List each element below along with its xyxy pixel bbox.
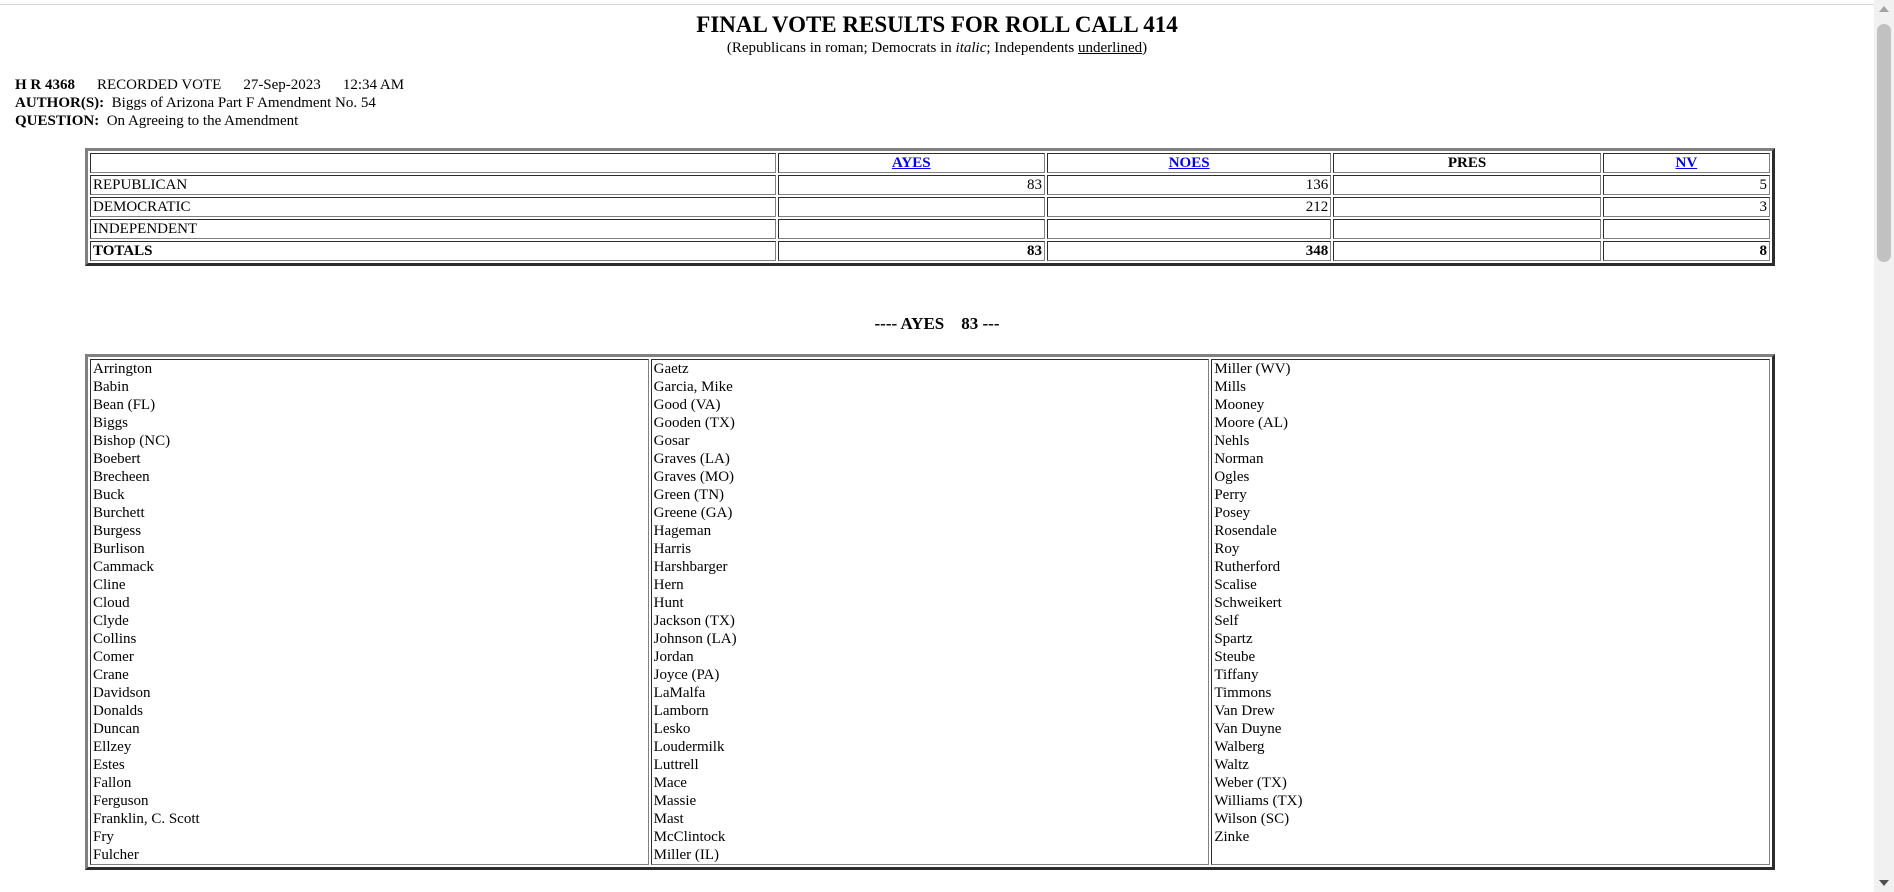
party-label: REPUBLICAN	[90, 175, 776, 195]
party-label: INDEPENDENT	[90, 219, 776, 239]
member-name: Williams (TX)	[1214, 793, 1303, 809]
nv-count	[1603, 219, 1770, 239]
member-name: Wilson (SC)	[1214, 811, 1290, 827]
vote-type: RECORDED VOTE	[97, 77, 222, 93]
member-name: Van Duyne	[1214, 721, 1282, 737]
member-name: Davidson	[93, 685, 151, 701]
member-name: Fry	[93, 829, 114, 845]
member-name: Harshbarger	[653, 559, 728, 575]
member-name: Biggs	[93, 415, 129, 431]
member-name: Burlison	[93, 541, 145, 557]
summary-header-party	[90, 153, 776, 173]
nv-count: 5	[1603, 175, 1770, 195]
member-name: Comer	[93, 649, 134, 665]
member-name: Rutherford	[1214, 559, 1281, 575]
member-name: Babin	[93, 379, 129, 395]
member-name: Boebert	[93, 451, 141, 467]
party-label: DEMOCRATIC	[90, 197, 776, 217]
member-name: Massie	[653, 793, 697, 809]
member-name: McClintock	[653, 829, 726, 845]
summary-row-independent	[90, 219, 1770, 239]
noes-count: 212	[1047, 197, 1331, 217]
legend-text-1: (Republicans in roman; Democrats in	[726, 40, 956, 56]
member-name: Cline	[93, 577, 126, 593]
summary-header-nv	[1603, 153, 1770, 173]
member-name: Weber (TX)	[1214, 775, 1287, 791]
member-name: LaMalfa	[653, 685, 706, 701]
member-name: Brecheen	[93, 469, 150, 485]
legend-italic: italic	[955, 40, 987, 56]
member-name: Fulcher	[93, 847, 139, 863]
member-name: Miller (IL)	[653, 847, 720, 863]
member-name: Gosar	[653, 433, 690, 449]
ayes-total: 83	[778, 241, 1046, 261]
legend-underlined: underlined	[1078, 40, 1143, 56]
nv-link[interactable]: NV	[1675, 154, 1698, 171]
ayes-link[interactable]: AYES	[891, 154, 931, 171]
noes-count: 136	[1047, 175, 1331, 195]
member-name: Mooney	[1214, 397, 1265, 413]
member-name: Gaetz	[653, 361, 689, 377]
member-name: Waltz	[1214, 757, 1249, 773]
member-name: Greene (GA)	[653, 505, 733, 521]
ayes-section-heading	[0, 314, 1874, 334]
member-name: Gooden (TX)	[653, 415, 735, 431]
member-name: Lamborn	[653, 703, 709, 719]
nv-total: 8	[1603, 241, 1770, 261]
summary-header-ayes	[778, 153, 1046, 173]
question-value: On Agreeing to the Amendment	[106, 113, 299, 129]
member-name: Norman	[1214, 451, 1264, 467]
member-name: Johnson (LA)	[653, 631, 737, 647]
member-name: Cammack	[93, 559, 154, 575]
member-name: Graves (LA)	[653, 451, 730, 467]
member-name: Mace	[653, 775, 687, 791]
pres-count	[1333, 197, 1601, 217]
member-name: Loudermilk	[653, 739, 725, 755]
vertical-scrollbar[interactable]	[1874, 0, 1894, 892]
member-name: Spartz	[1214, 631, 1253, 647]
scroll-up-arrow-icon[interactable]	[1879, 6, 1889, 12]
member-name: Bean (FL)	[93, 397, 156, 413]
member-name: Bishop (NC)	[93, 433, 171, 449]
member-name: Perry	[1214, 487, 1247, 503]
summary-header-row	[90, 153, 1770, 173]
ayes-column-3	[1211, 359, 1770, 865]
member-name: Posey	[1214, 505, 1251, 521]
question-label: QUESTION:	[15, 113, 100, 129]
member-name: Mills	[1214, 379, 1246, 395]
pres-count	[1333, 175, 1601, 195]
pres-count	[1333, 219, 1601, 239]
member-name: Hunt	[653, 595, 684, 611]
member-name: Duncan	[93, 721, 140, 737]
noes-count	[1047, 219, 1331, 239]
member-name: Lesko	[653, 721, 691, 737]
member-name: Burchett	[93, 505, 145, 521]
ayes-count: 83	[778, 175, 1046, 195]
vote-meta	[15, 76, 404, 130]
vote-time: 12:34 AM	[342, 77, 405, 93]
member-name: Collins	[93, 631, 137, 647]
member-name: Tiffany	[1214, 667, 1259, 683]
member-name: Roy	[1214, 541, 1240, 557]
member-name: Schweikert	[1214, 595, 1282, 611]
ayes-heading-text: ---- AYES 83 ---	[874, 314, 1000, 333]
member-name: Harris	[653, 541, 692, 557]
names-row	[90, 359, 1770, 865]
party-legend	[0, 40, 1874, 57]
member-name: Timmons	[1214, 685, 1272, 701]
member-name: Steube	[1214, 649, 1256, 665]
member-name: Clyde	[93, 613, 129, 629]
author-label: AUTHOR(S):	[15, 95, 105, 111]
summary-row-democratic	[90, 197, 1770, 217]
vote-summary-table	[85, 148, 1775, 266]
member-name: Van Drew	[1214, 703, 1275, 719]
member-name: Ellzey	[93, 739, 132, 755]
legend-text-2: ; Independents	[986, 40, 1078, 56]
member-name: Nehls	[1214, 433, 1250, 449]
bill-number: H R 4368	[15, 77, 75, 93]
scroll-down-arrow-icon[interactable]	[1879, 880, 1889, 886]
scroll-thumb[interactable]	[1877, 24, 1891, 262]
member-name: Donalds	[93, 703, 143, 719]
legend-text-3: )	[1142, 40, 1148, 56]
member-name: Mast	[653, 811, 684, 827]
member-name: Self	[1214, 613, 1239, 629]
ayes-names-table	[85, 354, 1775, 870]
member-name: Buck	[93, 487, 125, 503]
vote-date: 27-Sep-2023	[243, 77, 321, 93]
summary-row-totals	[90, 241, 1770, 261]
pres-total	[1333, 241, 1601, 261]
noes-total: 348	[1047, 241, 1331, 261]
member-name: Burgess	[93, 523, 142, 539]
member-name: Green (TN)	[653, 487, 725, 503]
page-title: FINAL VOTE RESULTS FOR ROLL CALL 414	[696, 12, 1178, 37]
member-name: Arrington	[93, 361, 153, 377]
ayes-count	[778, 197, 1046, 217]
summary-header-pres: PRES	[1333, 153, 1601, 173]
member-name: Jackson (TX)	[653, 613, 735, 629]
member-name: Scalise	[1214, 577, 1257, 593]
member-name: Hageman	[653, 523, 712, 539]
member-name: Hern	[653, 577, 684, 593]
summary-row-republican	[90, 175, 1770, 195]
member-name: Ogles	[1214, 469, 1250, 485]
member-name: Luttrell	[653, 757, 699, 773]
member-name: Franklin, C. Scott	[93, 811, 200, 827]
member-name: Graves (MO)	[653, 469, 735, 485]
ayes-column-2	[651, 359, 1210, 865]
member-name: Miller (WV)	[1214, 361, 1291, 377]
summary-header-noes	[1047, 153, 1331, 173]
member-name: Zinke	[1214, 829, 1250, 845]
member-name: Garcia, Mike	[653, 379, 733, 395]
author-value: Biggs of Arizona Part F Amendment No. 54	[111, 95, 376, 111]
member-name: Moore (AL)	[1214, 415, 1289, 431]
member-name: Crane	[93, 667, 129, 683]
noes-link[interactable]: NOES	[1168, 154, 1210, 171]
member-name: Rosendale	[1214, 523, 1277, 539]
totals-label: TOTALS	[90, 241, 776, 261]
member-name: Walberg	[1214, 739, 1265, 755]
ayes-column-1	[90, 359, 649, 865]
member-name: Cloud	[93, 595, 130, 611]
member-name: Good (VA)	[653, 397, 721, 413]
member-name: Fallon	[93, 775, 132, 791]
ayes-count	[778, 219, 1046, 239]
nv-count: 3	[1603, 197, 1770, 217]
member-name: Estes	[93, 757, 125, 773]
member-name: Ferguson	[93, 793, 149, 809]
member-name: Joyce (PA)	[653, 667, 720, 683]
member-name: Jordan	[653, 649, 694, 665]
